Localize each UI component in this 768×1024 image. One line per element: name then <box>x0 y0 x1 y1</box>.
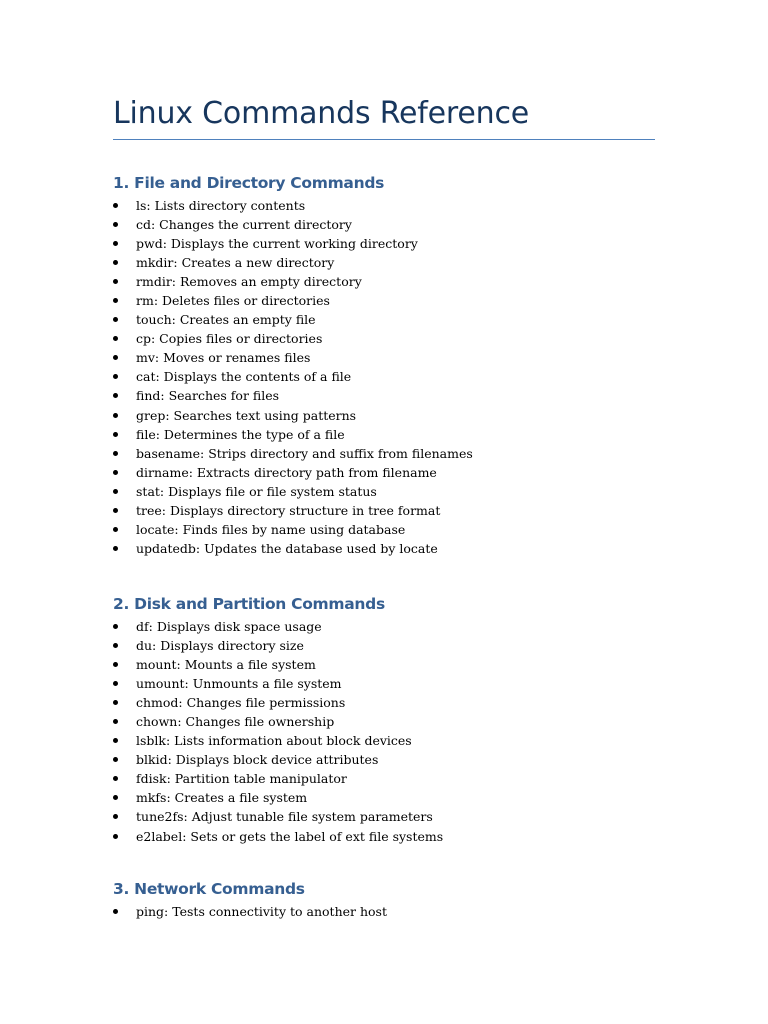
list-item <box>113 253 673 272</box>
section-file-directory <box>113 170 673 558</box>
section-heading: 3. Network Commands <box>113 880 305 898</box>
list-item <box>113 674 673 693</box>
bullet-icon <box>113 374 118 379</box>
command-list <box>113 196 673 558</box>
bullet-icon <box>113 546 118 551</box>
list-item <box>113 406 673 425</box>
bullet-icon <box>113 241 118 246</box>
bullet-icon <box>113 413 118 418</box>
section-disk-partition <box>113 591 673 846</box>
bullet-icon <box>113 508 118 513</box>
list-item-text: rm: Deletes files or directories <box>136 293 330 309</box>
bullet-icon <box>113 738 118 743</box>
title-divider <box>113 139 655 140</box>
list-item-text: ls: Lists directory contents <box>136 198 306 213</box>
page-title: Linux Commands Reference <box>113 96 529 131</box>
bullet-icon <box>113 317 118 322</box>
list-item <box>113 731 673 750</box>
list-item <box>113 291 673 310</box>
list-item <box>113 215 673 234</box>
list-item <box>113 367 673 386</box>
list-item-text: cd: Changes the current directory <box>136 217 352 233</box>
bullet-icon <box>113 336 118 341</box>
bullet-icon <box>113 489 118 494</box>
list-item-text: tune2fs: Adjust tunable file system parameters <box>136 809 433 825</box>
list-item-text: mv: Moves or renames files <box>136 350 311 366</box>
section-network <box>113 876 673 921</box>
bullet-icon <box>113 393 118 398</box>
list-item-text: blkid: Displays block device attributes <box>136 752 379 768</box>
list-item <box>113 501 673 520</box>
list-item <box>113 329 673 348</box>
list-item-text: rmdir: Removes an empty directory <box>136 274 362 290</box>
bullet-icon <box>113 795 118 800</box>
command-list <box>113 902 673 921</box>
bullet-icon <box>113 719 118 724</box>
list-item-text: mount: Mounts a file system <box>136 657 316 673</box>
list-item <box>113 769 673 788</box>
list-item-text: locate: Finds files by name using database <box>136 521 406 537</box>
list-item-text: grep: Searches text using patterns <box>136 407 357 423</box>
list-item-text: du: Displays directory size <box>136 638 304 654</box>
list-item <box>113 310 673 329</box>
list-item <box>113 636 673 655</box>
bullet-icon <box>113 451 118 456</box>
list-item-text: mkfs: Creates a file system <box>136 790 308 806</box>
list-item-text: stat: Displays file or file system status <box>136 483 377 499</box>
list-item <box>113 807 673 826</box>
list-item-text: umount: Unmounts a file system <box>136 676 342 692</box>
bullet-icon <box>113 700 118 705</box>
list-item <box>113 444 673 463</box>
list-item-text: file: Determines the type of a file <box>136 426 345 442</box>
list-item <box>113 693 673 712</box>
list-item-text: ping: Tests connectivity to another host <box>136 904 387 919</box>
list-item-text: lsblk: Lists information about block devices <box>136 733 412 749</box>
list-item <box>113 425 673 444</box>
bullet-icon <box>113 662 118 667</box>
bullet-icon <box>113 527 118 532</box>
list-item-text: cat: Displays the contents of a file <box>136 369 352 385</box>
bullet-icon <box>113 355 118 360</box>
bullet-icon <box>113 757 118 762</box>
bullet-icon <box>113 909 118 914</box>
list-item-text: mkdir: Creates a new directory <box>136 255 335 271</box>
bullet-icon <box>113 203 118 208</box>
list-item <box>113 234 673 253</box>
bullet-icon <box>113 470 118 475</box>
bullet-icon <box>113 814 118 819</box>
bullet-icon <box>113 681 118 686</box>
list-item <box>113 712 673 731</box>
list-item-text: fdisk: Partition table manipulator <box>136 771 347 787</box>
list-item <box>113 272 673 291</box>
list-item <box>113 617 673 636</box>
list-item-text: df: Displays disk space usage <box>136 619 322 634</box>
list-item <box>113 386 673 405</box>
list-item-text: touch: Creates an empty file <box>136 312 316 328</box>
bullet-icon <box>113 260 118 265</box>
list-item-text: cp: Copies files or directories <box>136 331 323 347</box>
bullet-icon <box>113 298 118 303</box>
bullet-icon <box>113 643 118 648</box>
list-item-text: find: Searches for files <box>136 388 280 404</box>
list-item-text: basename: Strips directory and suffix from filenames <box>136 445 473 461</box>
bullet-icon <box>113 624 118 629</box>
list-item <box>113 827 673 846</box>
list-item <box>113 788 673 807</box>
list-item-text: updatedb: Updates the database used by locate <box>136 540 438 556</box>
list-item-text: chmod: Changes file permissions <box>136 695 346 711</box>
bullet-icon <box>113 834 118 839</box>
list-item-text: chown: Changes file ownership <box>136 714 335 730</box>
list-item <box>113 348 673 367</box>
list-item-text: pwd: Displays the current working directory <box>136 236 418 252</box>
section-heading: 1. File and Directory Commands <box>113 174 385 192</box>
list-item <box>113 539 673 558</box>
bullet-icon <box>113 279 118 284</box>
list-item-text: e2label: Sets or gets the label of ext file systems <box>136 828 444 844</box>
list-item <box>113 902 673 921</box>
bullet-icon <box>113 432 118 437</box>
list-item <box>113 196 673 215</box>
list-item <box>113 750 673 769</box>
list-item-text: dirname: Extracts directory path from filename <box>136 464 437 480</box>
list-item <box>113 482 673 501</box>
list-item-text: tree: Displays directory structure in tree format <box>136 502 441 518</box>
section-heading: 2. Disk and Partition Commands <box>113 595 385 613</box>
bullet-icon <box>113 222 118 227</box>
list-item <box>113 520 673 539</box>
list-item <box>113 463 673 482</box>
command-list <box>113 617 673 846</box>
bullet-icon <box>113 776 118 781</box>
list-item <box>113 655 673 674</box>
